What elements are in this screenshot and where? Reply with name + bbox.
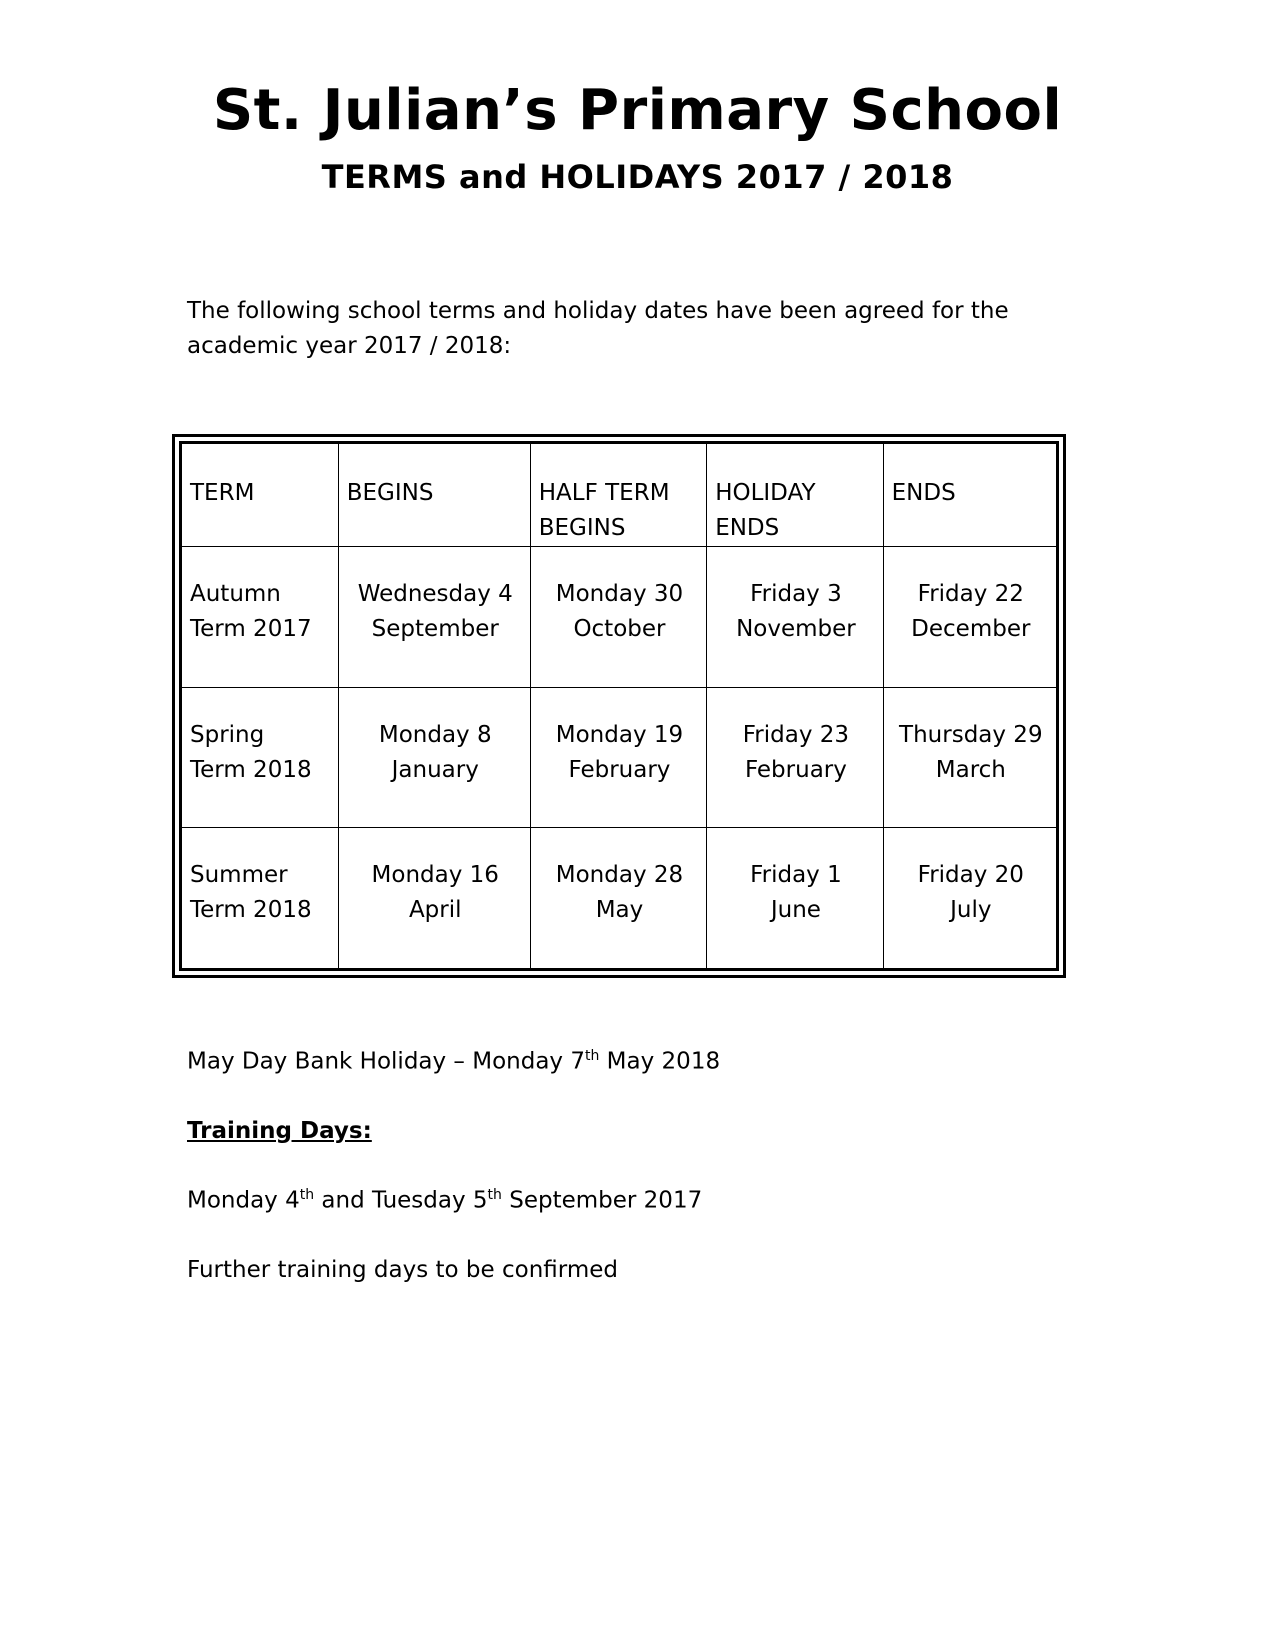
header-text: HALF TERM bbox=[538, 480, 670, 506]
header-holiday-ends bbox=[707, 443, 883, 547]
cell-text: December bbox=[911, 616, 1031, 642]
table-row bbox=[181, 547, 1058, 688]
cell-text: Autumn bbox=[190, 581, 281, 607]
training-days-text: September 2017 bbox=[501, 1187, 703, 1214]
header-term bbox=[181, 443, 339, 547]
header-ends bbox=[883, 443, 1057, 547]
cell-text: Spring bbox=[190, 721, 265, 748]
cell-text: Monday 19 bbox=[555, 721, 684, 748]
table-cell bbox=[181, 547, 339, 688]
intro-paragraph bbox=[187, 294, 1067, 364]
cell-text: Friday 23 bbox=[742, 721, 850, 748]
cell-text: February bbox=[744, 756, 847, 783]
cell-text: July bbox=[950, 897, 992, 924]
cell-text: Term 2018 bbox=[190, 756, 312, 783]
header-text: ENDS bbox=[891, 480, 956, 506]
header-text: TERM bbox=[190, 480, 255, 506]
table-cell bbox=[883, 547, 1057, 688]
header-text: BEGINS bbox=[538, 515, 626, 541]
cell-text: Monday 16 bbox=[371, 862, 499, 889]
cell-text: Summer bbox=[190, 862, 288, 889]
cell-text: Monday 30 bbox=[555, 581, 684, 607]
cell-text: Monday 8 bbox=[378, 721, 492, 748]
header-half-term-begins bbox=[530, 443, 706, 547]
table-header-row bbox=[181, 443, 1058, 547]
cell-text: September bbox=[371, 616, 499, 642]
training-days-dates bbox=[187, 1187, 702, 1214]
cell-text: May bbox=[595, 897, 644, 924]
term-table-frame bbox=[172, 434, 1066, 978]
cell-text: Thursday 29 bbox=[899, 721, 1043, 748]
bank-holiday-text: May 2018 bbox=[599, 1048, 721, 1075]
further-training-note: Further training days to be confirmed bbox=[187, 1257, 618, 1283]
table-cell bbox=[707, 828, 883, 970]
training-days-heading: Training Days: bbox=[187, 1118, 372, 1144]
training-days-text: Monday 4 bbox=[187, 1187, 300, 1214]
table-cell bbox=[181, 828, 339, 970]
ordinal-suffix: th bbox=[487, 1187, 502, 1203]
cell-text: Monday 28 bbox=[555, 862, 684, 889]
cell-text: November bbox=[736, 616, 856, 642]
table-cell bbox=[338, 547, 530, 688]
cell-text: March bbox=[935, 756, 1006, 783]
cell-text: Friday 1 bbox=[750, 862, 842, 889]
intro-line-1: The following school terms and holiday dates have been agreed for the bbox=[187, 298, 1009, 324]
cell-text: June bbox=[770, 897, 821, 924]
bank-holiday-text: May Day Bank Holiday – Monday 7 bbox=[187, 1048, 585, 1075]
ordinal-suffix: th bbox=[299, 1187, 315, 1203]
cell-text: Wednesday 4 bbox=[357, 581, 513, 607]
cell-text: Term 2018 bbox=[190, 897, 312, 924]
table-row bbox=[181, 828, 1058, 970]
table-cell bbox=[181, 687, 339, 828]
header-text: HOLIDAY bbox=[715, 480, 816, 506]
page-subtitle: TERMS and HOLIDAYS 2017 / 2018 bbox=[321, 158, 954, 196]
table-cell bbox=[530, 687, 706, 828]
table-cell bbox=[707, 547, 883, 688]
table-cell bbox=[338, 828, 530, 970]
cell-text: Friday 22 bbox=[917, 581, 1024, 607]
table-cell bbox=[530, 828, 706, 970]
training-days-text: and Tuesday 5 bbox=[314, 1187, 488, 1214]
table-cell bbox=[338, 687, 530, 828]
cell-text: February bbox=[568, 756, 671, 783]
table-cell bbox=[707, 687, 883, 828]
intro-line-2: academic year 2017 / 2018: bbox=[187, 333, 512, 359]
header-text: BEGINS bbox=[346, 480, 434, 506]
cell-text: Friday 3 bbox=[750, 581, 842, 607]
cell-text: Friday 20 bbox=[917, 862, 1024, 889]
header-text: ENDS bbox=[715, 515, 780, 541]
table-cell bbox=[883, 687, 1057, 828]
table-cell bbox=[883, 828, 1057, 970]
header-begins bbox=[338, 443, 530, 547]
table-cell bbox=[530, 547, 706, 688]
table-row bbox=[181, 687, 1058, 828]
term-dates-table bbox=[179, 441, 1059, 971]
cell-text: October bbox=[573, 616, 666, 642]
cell-text: Term 2017 bbox=[190, 616, 312, 642]
ordinal-suffix: th bbox=[585, 1048, 600, 1064]
bank-holiday-note bbox=[187, 1048, 720, 1075]
cell-text: January bbox=[391, 756, 479, 783]
cell-text: April bbox=[408, 897, 462, 924]
page-title: St. Julian’s Primary School bbox=[212, 78, 1063, 143]
